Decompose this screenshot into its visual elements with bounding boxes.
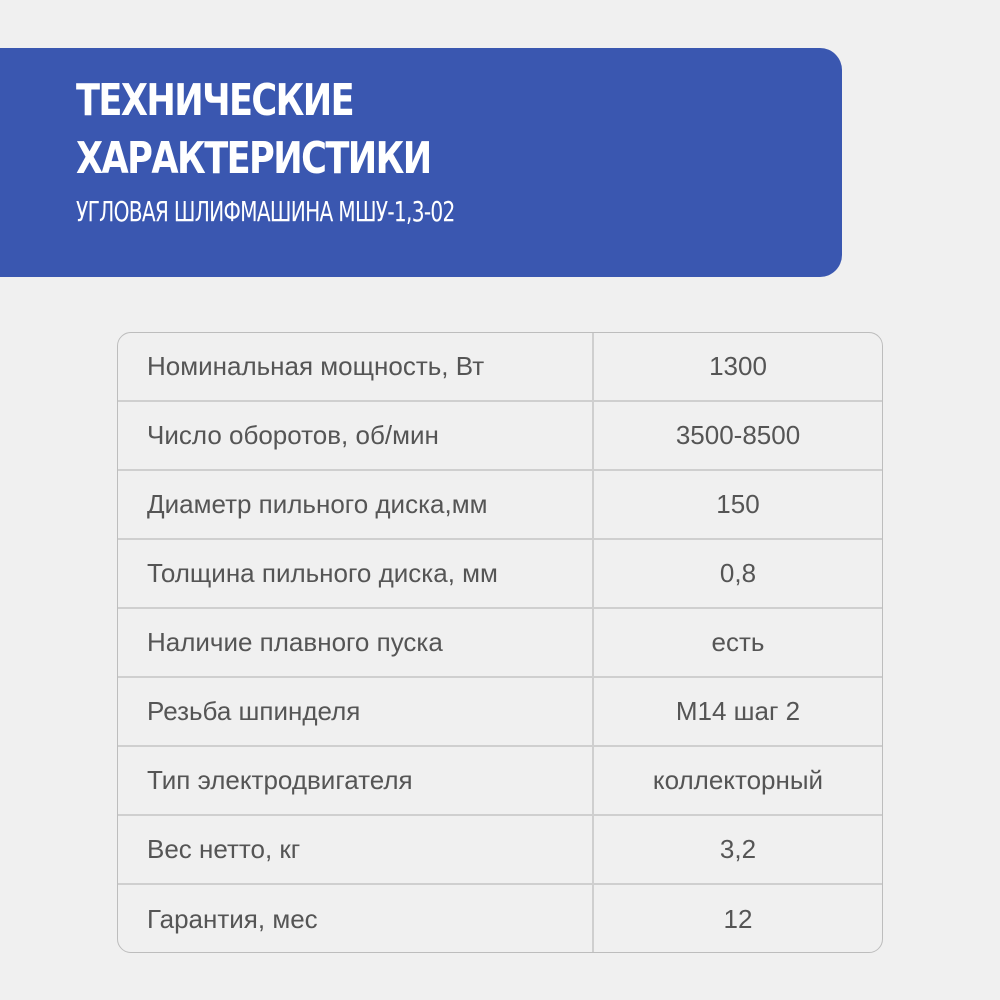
table-row [118, 333, 882, 402]
spec-label: Число оборотов, об/мин [118, 402, 594, 469]
spec-label: Тип электродвигателя [118, 747, 594, 814]
product-subtitle: УГЛОВАЯ ШЛИФМАШИНА МШУ-1,3-02 [76, 195, 455, 228]
table-row [118, 885, 882, 953]
spec-value: 1300 [709, 351, 767, 381]
spec-value: 3,2 [719, 834, 757, 864]
spec-value: 3500-8500 [675, 420, 801, 450]
spec-label: Толщина пильного диска, мм [118, 540, 594, 607]
table-row [118, 747, 882, 816]
spec-label: Диаметр пильного диска,мм [118, 471, 594, 538]
header-banner [0, 48, 842, 277]
spec-value: 0,8 [719, 558, 757, 588]
spec-label: Вес нетто, кг [118, 816, 594, 883]
table-row [118, 816, 882, 885]
table-row [118, 471, 882, 540]
spec-value: 12 [723, 904, 753, 934]
spec-value: коллекторный [652, 765, 824, 795]
table-row [118, 402, 882, 471]
spec-label: Гарантия, мес [118, 885, 594, 953]
spec-label: Резьба шпинделя [118, 678, 594, 745]
spec-label: Наличие плавного пуска [118, 609, 594, 676]
spec-label: Номинальная мощность, Вт [118, 333, 594, 400]
specifications-table [117, 332, 883, 953]
spec-value: есть [711, 627, 765, 657]
table-row [118, 540, 882, 609]
spec-value: М14 шаг 2 [675, 696, 801, 726]
table-row [118, 609, 882, 678]
page-title-line-1: ТЕХНИЧЕСКИЕ [76, 75, 354, 126]
spec-value: 150 [716, 489, 760, 519]
table-row [118, 678, 882, 747]
page-title-line-2: ХАРАКТЕРИСТИКИ [76, 133, 431, 184]
